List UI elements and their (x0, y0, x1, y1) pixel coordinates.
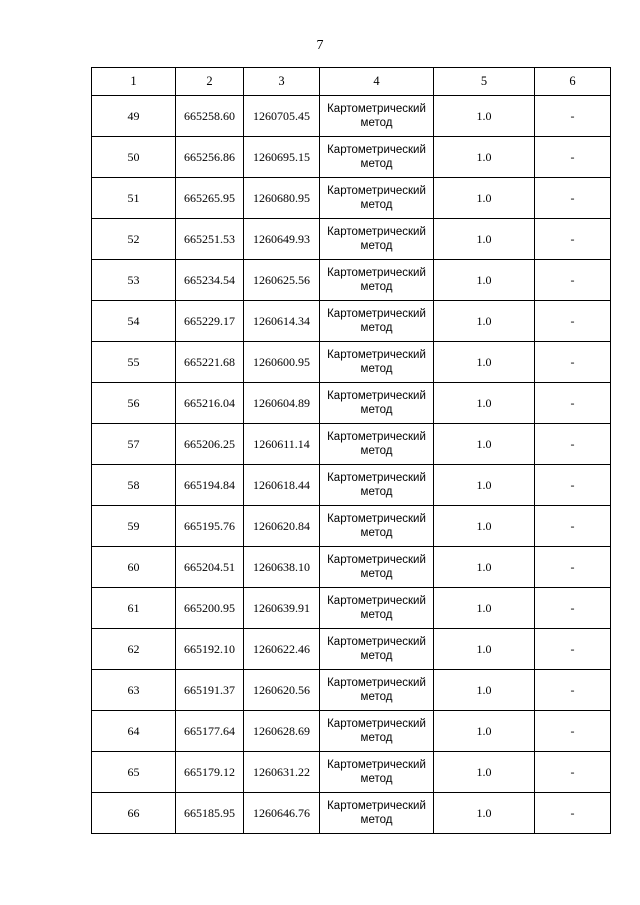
y-coordinate-cell: 1260620.84 (244, 506, 320, 547)
x-coordinate-cell: 665258.60 (176, 96, 244, 137)
column-header: 3 (244, 68, 320, 96)
table-row (92, 342, 611, 383)
y-coordinate-cell: 1260604.89 (244, 383, 320, 424)
method-cell: Картометрический метод (320, 711, 434, 752)
point-number-cell: 63 (92, 670, 176, 711)
y-coordinate-cell: 1260620.56 (244, 670, 320, 711)
method-cell: Картометрический метод (320, 301, 434, 342)
x-coordinate-cell: 665185.95 (176, 793, 244, 834)
method-cell: Картометрический метод (320, 670, 434, 711)
note-cell: - (535, 96, 611, 137)
point-number-cell: 55 (92, 342, 176, 383)
x-coordinate-cell: 665221.68 (176, 342, 244, 383)
y-coordinate-cell: 1260625.56 (244, 260, 320, 301)
accuracy-cell: 1.0 (434, 219, 535, 260)
table-row (92, 424, 611, 465)
method-cell: Картометрический метод (320, 424, 434, 465)
point-number-cell: 54 (92, 301, 176, 342)
point-number-cell: 58 (92, 465, 176, 506)
method-cell: Картометрический метод (320, 588, 434, 629)
y-coordinate-cell: 1260639.91 (244, 588, 320, 629)
table-header (92, 68, 611, 96)
table-row (92, 547, 611, 588)
accuracy-cell: 1.0 (434, 342, 535, 383)
table-row (92, 178, 611, 219)
note-cell: - (535, 506, 611, 547)
table-row (92, 793, 611, 834)
coordinates-table (91, 67, 611, 834)
column-header: 2 (176, 68, 244, 96)
x-coordinate-cell: 665195.76 (176, 506, 244, 547)
note-cell: - (535, 547, 611, 588)
y-coordinate-cell: 1260695.15 (244, 137, 320, 178)
method-cell: Картометрический метод (320, 342, 434, 383)
y-coordinate-cell: 1260631.22 (244, 752, 320, 793)
point-number-cell: 56 (92, 383, 176, 424)
note-cell: - (535, 383, 611, 424)
note-cell: - (535, 629, 611, 670)
method-cell: Картометрический метод (320, 137, 434, 178)
note-cell: - (535, 670, 611, 711)
point-number-cell: 65 (92, 752, 176, 793)
method-cell: Картометрический метод (320, 96, 434, 137)
x-coordinate-cell: 665234.54 (176, 260, 244, 301)
table-row (92, 629, 611, 670)
x-coordinate-cell: 665229.17 (176, 301, 244, 342)
y-coordinate-cell: 1260705.45 (244, 96, 320, 137)
method-cell: Картометрический метод (320, 506, 434, 547)
accuracy-cell: 1.0 (434, 465, 535, 506)
accuracy-cell: 1.0 (434, 260, 535, 301)
table-row (92, 137, 611, 178)
point-number-cell: 61 (92, 588, 176, 629)
note-cell: - (535, 137, 611, 178)
method-cell: Картометрический метод (320, 547, 434, 588)
point-number-cell: 60 (92, 547, 176, 588)
y-coordinate-cell: 1260680.95 (244, 178, 320, 219)
method-cell: Картометрический метод (320, 178, 434, 219)
y-coordinate-cell: 1260618.44 (244, 465, 320, 506)
accuracy-cell: 1.0 (434, 670, 535, 711)
y-coordinate-cell: 1260622.46 (244, 629, 320, 670)
point-number-cell: 66 (92, 793, 176, 834)
accuracy-cell: 1.0 (434, 96, 535, 137)
y-coordinate-cell: 1260611.14 (244, 424, 320, 465)
point-number-cell: 53 (92, 260, 176, 301)
column-header: 6 (535, 68, 611, 96)
note-cell: - (535, 301, 611, 342)
point-number-cell: 59 (92, 506, 176, 547)
y-coordinate-cell: 1260614.34 (244, 301, 320, 342)
point-number-cell: 64 (92, 711, 176, 752)
note-cell: - (535, 424, 611, 465)
accuracy-cell: 1.0 (434, 383, 535, 424)
y-coordinate-cell: 1260649.93 (244, 219, 320, 260)
accuracy-cell: 1.0 (434, 301, 535, 342)
x-coordinate-cell: 665265.95 (176, 178, 244, 219)
x-coordinate-cell: 665256.86 (176, 137, 244, 178)
accuracy-cell: 1.0 (434, 752, 535, 793)
accuracy-cell: 1.0 (434, 588, 535, 629)
accuracy-cell: 1.0 (434, 178, 535, 219)
x-coordinate-cell: 665179.12 (176, 752, 244, 793)
table-row (92, 506, 611, 547)
note-cell: - (535, 588, 611, 629)
table-row (92, 752, 611, 793)
x-coordinate-cell: 665251.53 (176, 219, 244, 260)
point-number-cell: 52 (92, 219, 176, 260)
table-row (92, 260, 611, 301)
y-coordinate-cell: 1260638.10 (244, 547, 320, 588)
table-row (92, 301, 611, 342)
y-coordinate-cell: 1260628.69 (244, 711, 320, 752)
point-number-cell: 49 (92, 96, 176, 137)
accuracy-cell: 1.0 (434, 711, 535, 752)
x-coordinate-cell: 665194.84 (176, 465, 244, 506)
note-cell: - (535, 711, 611, 752)
table-row (92, 219, 611, 260)
header-row (92, 68, 611, 96)
y-coordinate-cell: 1260600.95 (244, 342, 320, 383)
method-cell: Картометрический метод (320, 465, 434, 506)
table-row (92, 96, 611, 137)
method-cell: Картометрический метод (320, 629, 434, 670)
note-cell: - (535, 793, 611, 834)
accuracy-cell: 1.0 (434, 793, 535, 834)
x-coordinate-cell: 665206.25 (176, 424, 244, 465)
x-coordinate-cell: 665216.04 (176, 383, 244, 424)
method-cell: Картометрический метод (320, 260, 434, 301)
method-cell: Картометрический метод (320, 219, 434, 260)
page-number: 7 (316, 38, 324, 53)
x-coordinate-cell: 665177.64 (176, 711, 244, 752)
accuracy-cell: 1.0 (434, 424, 535, 465)
column-header: 4 (320, 68, 434, 96)
note-cell: - (535, 260, 611, 301)
table-row (92, 670, 611, 711)
point-number-cell: 57 (92, 424, 176, 465)
table-row (92, 588, 611, 629)
note-cell: - (535, 219, 611, 260)
note-cell: - (535, 752, 611, 793)
column-header: 1 (92, 68, 176, 96)
method-cell: Картометрический метод (320, 752, 434, 793)
table-row (92, 383, 611, 424)
point-number-cell: 62 (92, 629, 176, 670)
accuracy-cell: 1.0 (434, 506, 535, 547)
point-number-cell: 51 (92, 178, 176, 219)
table-row (92, 465, 611, 506)
point-number-cell: 50 (92, 137, 176, 178)
accuracy-cell: 1.0 (434, 137, 535, 178)
column-header: 5 (434, 68, 535, 96)
note-cell: - (535, 178, 611, 219)
accuracy-cell: 1.0 (434, 629, 535, 670)
method-cell: Картометрический метод (320, 793, 434, 834)
table-body (92, 96, 611, 834)
note-cell: - (535, 465, 611, 506)
accuracy-cell: 1.0 (434, 547, 535, 588)
table-row (92, 711, 611, 752)
x-coordinate-cell: 665191.37 (176, 670, 244, 711)
method-cell: Картометрический метод (320, 383, 434, 424)
x-coordinate-cell: 665204.51 (176, 547, 244, 588)
y-coordinate-cell: 1260646.76 (244, 793, 320, 834)
x-coordinate-cell: 665192.10 (176, 629, 244, 670)
note-cell: - (535, 342, 611, 383)
x-coordinate-cell: 665200.95 (176, 588, 244, 629)
